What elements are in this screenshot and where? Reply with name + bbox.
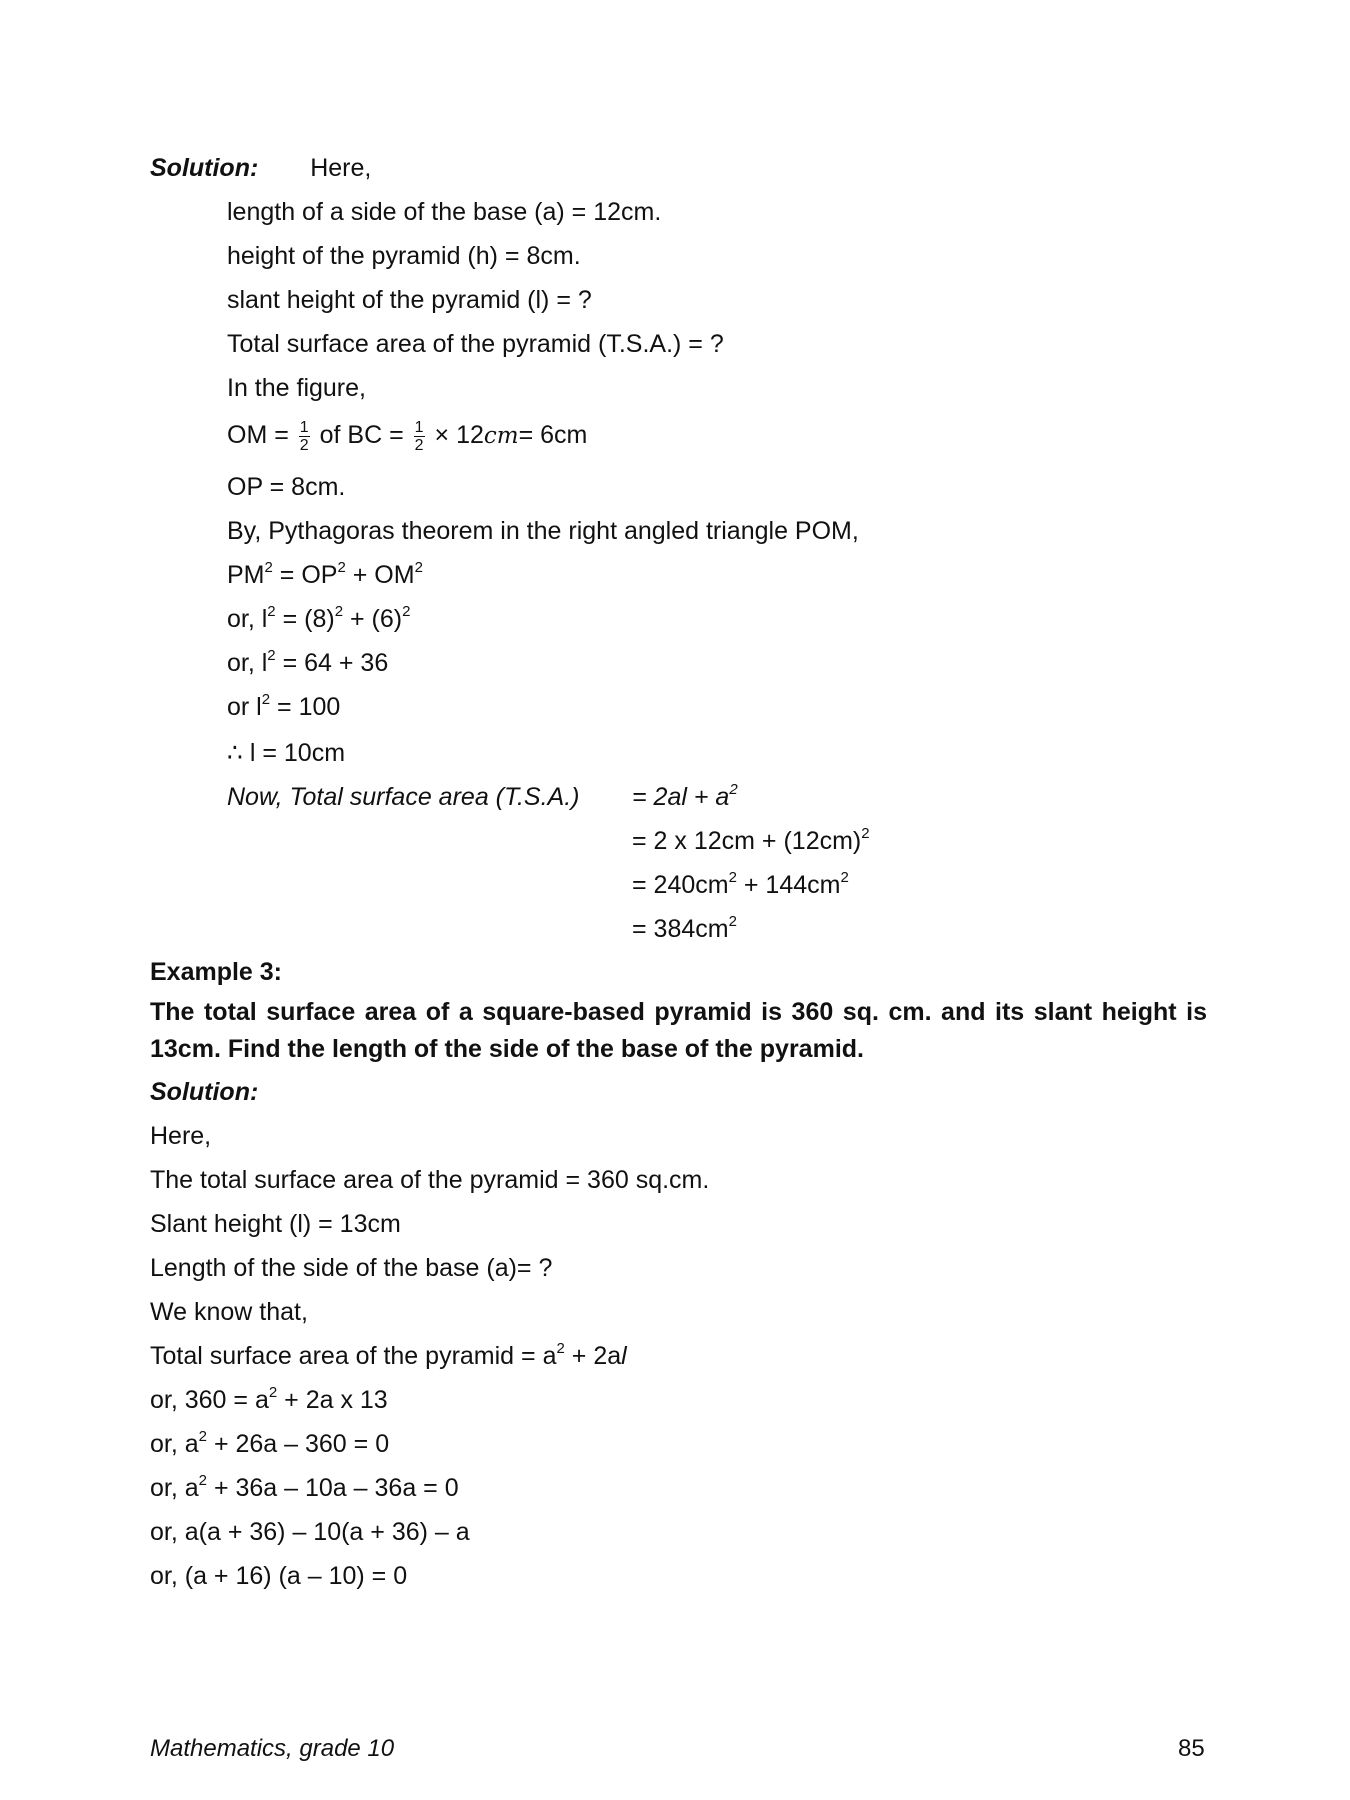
term: + 144cm — [736, 871, 841, 899]
fraction-half — [299, 419, 310, 454]
om-mid: of BC = — [319, 421, 404, 449]
exponent: 2 — [267, 603, 276, 620]
step-5: or, (a + 16) (a – 10) = 0 — [150, 1562, 408, 1590]
step-4: or, a(a + 36) – 10(a + 36) – a — [150, 1518, 470, 1546]
term: = 384cm — [632, 915, 729, 943]
fraction-numerator: 1 — [414, 418, 424, 436]
l-squared-step-1 — [227, 602, 410, 636]
term: or, a — [150, 1474, 199, 1502]
tsa-step-1 — [632, 824, 870, 858]
tsa-formula-2 — [150, 1339, 627, 1373]
exponent: 2 — [334, 603, 344, 620]
exponent: 2 — [556, 1340, 565, 1357]
term: or l — [227, 693, 262, 721]
term: = 64 + 36 — [275, 649, 389, 677]
op-equation: OP = 8cm. — [227, 473, 346, 501]
fraction-numerator: 1 — [299, 418, 309, 436]
tsa-label: Now, Total surface area (T.S.A.) — [227, 783, 580, 811]
given-side-2: Length of the side of the base (a)= ? — [150, 1254, 553, 1282]
exponent: 2 — [337, 559, 346, 576]
fraction-half — [414, 419, 425, 454]
l-result: ∴ l = 10cm — [227, 739, 346, 767]
exponent: 2 — [198, 1472, 207, 1489]
term: = 2al + a — [632, 783, 730, 811]
solution-label: Solution: — [150, 154, 259, 182]
given-side: length of a side of the base (a) = 12cm. — [227, 198, 662, 226]
term: = 100 — [270, 693, 341, 721]
step-3 — [150, 1471, 459, 1505]
in-figure: In the figure, — [227, 374, 366, 402]
tsa-result — [632, 912, 737, 946]
step-1 — [150, 1383, 388, 1417]
term: + 2a x 13 — [277, 1386, 388, 1414]
term: + 2a — [564, 1342, 622, 1370]
fraction-denominator: 2 — [299, 436, 309, 454]
term: or, 360 = a — [150, 1386, 269, 1414]
solution-heading — [150, 151, 371, 185]
given-tsa-2: The total surface area of the pyramid = 360 sq.cm. — [150, 1166, 710, 1194]
exponent: 2 — [728, 913, 737, 930]
page-number: 85 — [1178, 1735, 1205, 1762]
pm-equation — [227, 558, 423, 592]
term: Total surface area of the pyramid = a — [150, 1342, 557, 1370]
op-term: = OP — [272, 561, 338, 589]
exponent: 2 — [402, 603, 411, 620]
exponent: 2 — [198, 1428, 207, 1445]
om-term: + OM — [345, 561, 415, 589]
term: or, l — [227, 605, 268, 633]
term: + 36a – 10a – 36a = 0 — [207, 1474, 459, 1502]
term: = 2 x 12cm + (12cm) — [632, 827, 862, 855]
footer-book-title: Mathematics, grade 10 — [150, 1735, 395, 1762]
tsa-step-2 — [632, 868, 849, 902]
term: or, a — [150, 1430, 199, 1458]
om-start: OM = — [227, 421, 289, 449]
term: or, l — [227, 649, 268, 677]
pythagoras-statement: By, Pythagoras theorem in the right angled triangle POM, — [227, 517, 859, 545]
given-slant: slant height of the pyramid (l) = ? — [227, 286, 592, 314]
om-end: = 6cm — [518, 421, 588, 449]
l-squared-step-2 — [227, 646, 388, 680]
exponent: 2 — [261, 691, 271, 708]
exponent: 2 — [728, 869, 737, 886]
given-slant-2: Slant height (l) = 13cm — [150, 1210, 401, 1238]
pm-term: PM — [227, 561, 265, 589]
step-2 — [150, 1427, 389, 1461]
om-times: × 12 — [434, 421, 484, 449]
solution-label-2: Solution: — [150, 1078, 259, 1106]
term: = (8) — [275, 605, 335, 633]
here-text: Here, — [310, 154, 372, 182]
tsa-formula — [632, 780, 738, 814]
exponent: 2 — [268, 1384, 278, 1401]
om-unit: cm — [483, 423, 519, 449]
exponent: 2 — [267, 647, 276, 664]
exponent: 2 — [729, 781, 738, 798]
l-squared-step-3 — [227, 690, 340, 724]
exponent: 2 — [840, 869, 849, 886]
term: l — [621, 1342, 627, 1370]
fraction-denominator: 2 — [414, 436, 424, 454]
example-heading: Example 3: — [150, 958, 283, 986]
term: + 26a – 360 = 0 — [207, 1430, 390, 1458]
we-know-that: We know that, — [150, 1298, 308, 1326]
exponent: 2 — [861, 825, 870, 842]
exponent: 2 — [264, 559, 273, 576]
om-equation — [227, 418, 587, 454]
example-question: The total surface area of a square-based pyramid is 360 sq. cm. and its slant height is 13cm. Find the length of the side of the base of the pyramid. — [150, 998, 1207, 1063]
given-tsa: Total surface area of the pyramid (T.S.A.) = ? — [227, 330, 724, 358]
term: + (6) — [343, 605, 403, 633]
exponent: 2 — [414, 559, 423, 576]
given-height: height of the pyramid (h) = 8cm. — [227, 242, 581, 270]
here-text-2: Here, — [150, 1122, 212, 1150]
term: = 240cm — [632, 871, 729, 899]
